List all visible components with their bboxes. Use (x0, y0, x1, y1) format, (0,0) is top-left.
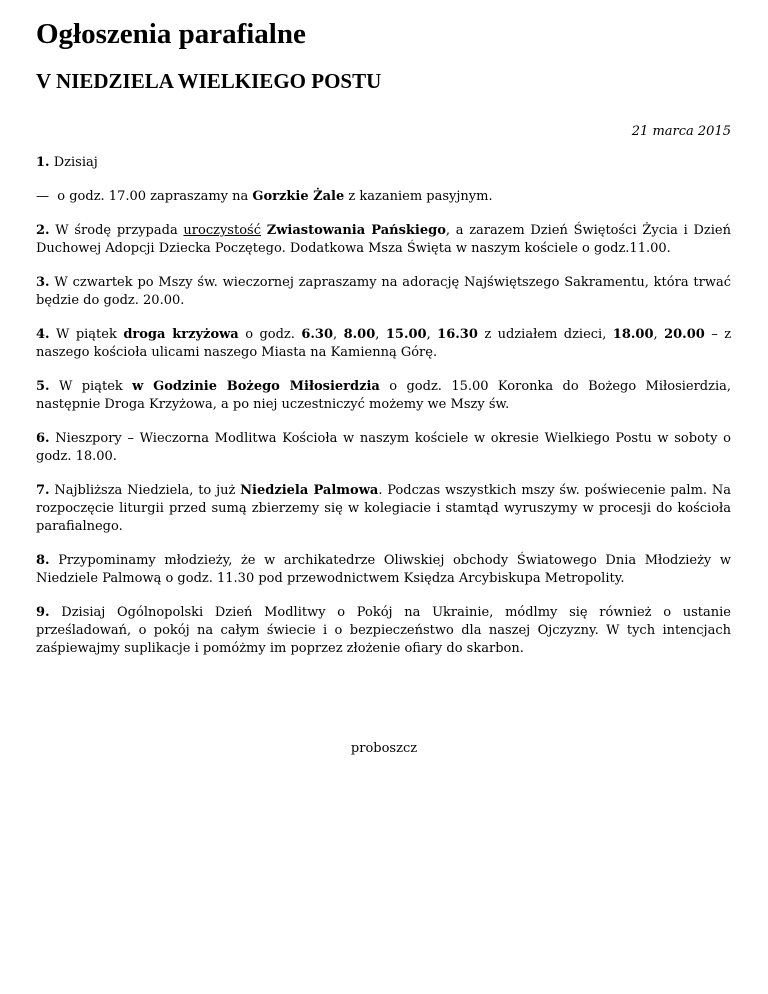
announcement-5 (36, 378, 731, 414)
item-text: o godz. 15.00 Koronka do Bożego Miłosierdzia, następnie Droga Krzyżowa, a po niej uczestniczyć możemy we Mszy św. (36, 379, 732, 412)
item-number: 2. (36, 223, 50, 238)
emphasis: Zwiastowania Pańskiego (266, 223, 446, 238)
item-text: o godz. 17.00 zapraszamy na (57, 189, 249, 204)
item-number: 4. (36, 327, 50, 342)
announcement-date: 21 marca 2015 (631, 124, 731, 139)
announcement-7 (36, 482, 731, 536)
page-subtitle: V NIEDZIELA WIELKIEGO POSTU (36, 69, 382, 93)
announcement-4: 4. W piątek droga krzyżowa o godz. 6.30, 8.00, 15.00, 16.30 z udziałem dzieci, 18.00, 20.00 – z naszego kościoła ulicami naszego Miasta na Kamienną Górę. (36, 327, 732, 360)
item-text: Nieszpory – Wieczorna Modlitwa Kościoła w naszym kościele w okresie Wielkiego Postu w soboty o godz. 18.00. (36, 431, 731, 464)
item-text: W czwartek po Mszy św. wieczornej zapraszamy na adorację Najświętszego Sakramentu, która trwać będzie do godz. 20.00. (36, 275, 731, 308)
announcement-1 (36, 154, 731, 172)
item-text: Najbliższa Niedziela, to już (54, 483, 236, 498)
item-text: Dzisiaj (53, 155, 98, 170)
item-text: z udziałem dzieci, (484, 327, 607, 342)
announcement-8 (36, 552, 731, 588)
announcement-1-detail (36, 188, 731, 206)
announcement-9 (36, 604, 731, 658)
time: 16.30 (437, 327, 478, 342)
item-text: o godz. (245, 327, 295, 342)
time: 8.00 (343, 327, 376, 342)
emphasis: droga krzyżowa (123, 327, 239, 342)
item-number: 5. (36, 379, 50, 394)
time: 18.00 (612, 327, 654, 342)
item-text: Dzisiaj Ogólnopolski Dzień Modlitwy o Pokój na Ukrainie, módlmy się również o ustanie prześladowań, o pokój na całym świecie i o bezpieczeństwo dla naszej Ojczyzny. W tych intencjach zaśpiewajmy suplikacje i pomóżmy im poprzez złożenie ofiary do skarbon. (36, 605, 731, 656)
item-number: 3. (36, 275, 50, 290)
dash: — (36, 189, 49, 204)
item-text: – z naszego kościoła ulicami naszego Miasta na Kamienną Górę. (36, 327, 732, 360)
item-text: z kazaniem pasyjnym. (348, 189, 493, 204)
item-number: 9. (36, 605, 50, 620)
item-number: 6. (36, 431, 50, 446)
signature: proboszcz (350, 741, 418, 756)
underlined-text: uroczystość (183, 223, 261, 238)
time: 6.30 (301, 327, 334, 342)
time: 20.00 (664, 327, 705, 342)
item-text: W piątek (56, 327, 117, 342)
page-title: Ogłoszenia parafialne (36, 18, 306, 50)
announcement-2 (36, 222, 731, 258)
item-text: , a zarazem Dzień Świętości Życia i Dzień Duchowej Adopcji Dziecka Poczętego. Dodatkowa Msza Święta w naszym kościele o godz.11.00. (36, 223, 731, 256)
item-number: 1. (36, 155, 50, 170)
announcement-6 (36, 430, 731, 466)
announcement-3 (36, 274, 731, 310)
item-text: W piątek (58, 379, 123, 394)
emphasis: Niedziela Palmowa (240, 483, 379, 498)
item-text: W środę przypada (55, 223, 178, 238)
item-text: . Podczas wszystkich mszy św. poświecenie palm. Na rozpoczęcie liturgii przed sumą zbierzemy się w kolegiacie i stamtąd wyruszymy w procesji do kościoła parafialnego. (36, 483, 731, 534)
announcements-list (36, 154, 731, 674)
emphasis: w Godzinie Bożego Miłosierdzia (132, 379, 380, 394)
item-number: 8. (36, 553, 50, 568)
time: 15.00 (385, 327, 427, 342)
emphasis: Gorzkie Żale (252, 189, 345, 204)
item-number: 7. (36, 483, 50, 498)
item-text: Przypominamy młodzieży, że w archikatedrze Oliwskiej obchody Światowego Dnia Młodzieży w Niedziele Palmową o godz. 11.30 pod przewodnictwem Księdza Arcybiskupa Metropolity. (36, 553, 731, 586)
